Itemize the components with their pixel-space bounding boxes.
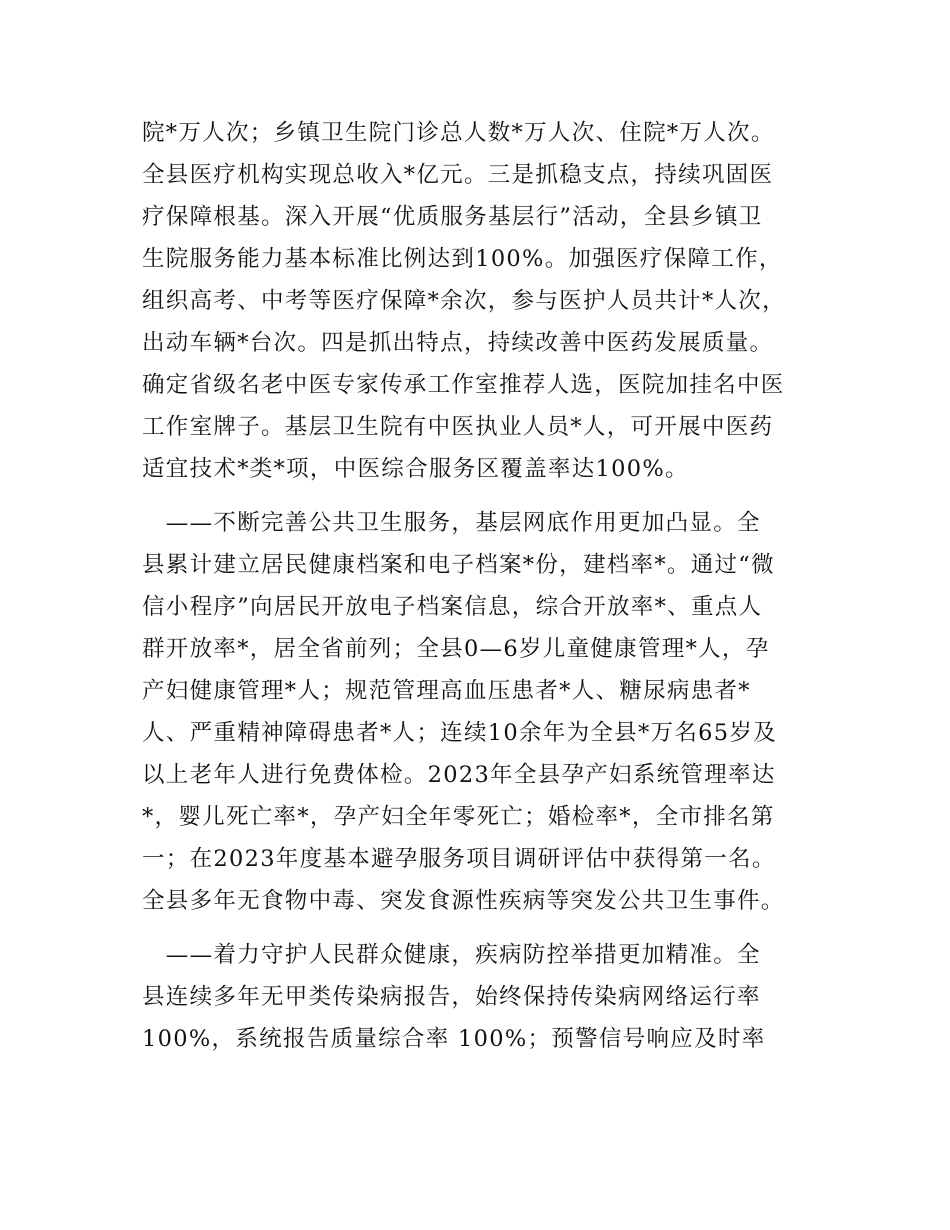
text-line: 县连续多年无甲类传染病报告，始终保持传染病网络运行率 — [142, 984, 761, 1010]
text-line: 工作室牌子。基层卫生院有中医执业人员*人，可开展中医药 — [142, 414, 774, 440]
text-line: 适宜技术*类*项，中医综合服务区覆盖率达100%。 — [142, 456, 689, 482]
paragraph-spacer — [142, 922, 810, 934]
text-line: 产妇健康管理*人；规范管理高血压患者*人、糖尿病患者* — [142, 678, 751, 704]
paragraph-spacer — [142, 490, 810, 502]
text-line: 疗保障根基。深入开展“优质服务基层行”活动，全县乡镇卫 — [142, 204, 763, 230]
text-line: *，婴儿死亡率*，孕产妇全年零死亡；婚检率*，全市排名第 — [142, 804, 775, 830]
paragraph-medical-services — [142, 112, 810, 490]
text-line: 确定省级名老中医专家传承工作室推荐人选，医院加挂名中医 — [142, 372, 785, 398]
text-line: 人、严重精神障碍患者*人；连续10余年为全县*万名65岁及 — [142, 720, 777, 746]
text-line: 组织高考、中考等医疗保障*余次，参与医护人员共计*人次， — [142, 288, 786, 314]
text-line: 出动车辆*台次。四是抓出特点，持续改善中医药发展质量。 — [142, 330, 774, 356]
text-line: 生院服务能力基本标准比例达到100%。加强医疗保障工作， — [142, 246, 783, 272]
text-line: 县累计建立居民健康档案和电子档案*份，建档率*。通过“微 — [142, 552, 775, 578]
paragraph-disease-control — [142, 934, 810, 1060]
paragraph-public-health — [142, 502, 810, 922]
text-line: 100%，系统报告质量综合率 100%；预警信号响应及时率 — [142, 1026, 766, 1052]
text-line: 群开放率*，居全省前列；全县0—6岁儿童健康管理*人，孕 — [142, 636, 770, 662]
text-line: 院*万人次；乡镇卫生院门诊总人数*万人次、住院*万人次。 — [142, 120, 775, 146]
text-line: 全县医疗机构实现总收入*亿元。三是抓稳支点，持续巩固医 — [142, 162, 774, 188]
document-body — [142, 112, 810, 1060]
text-line: ——不断完善公共卫生服务，基层网底作用更加凸显。全 — [142, 510, 761, 536]
text-line: 以上老年人进行免费体检。2023年全县孕产妇系统管理率达 — [142, 762, 776, 788]
text-line: 全县多年无食物中毒、突发食源性疾病等突发公共卫生事件。 — [142, 888, 785, 914]
text-line: ——着力守护人民群众健康，疾病防控举措更加精准。全 — [142, 942, 761, 968]
text-line: 一；在2023年度基本避孕服务项目调研评估中获得第一名。 — [142, 846, 776, 872]
text-line: 信小程序”向居民开放电子档案信息，综合开放率*、重点人 — [142, 594, 763, 620]
